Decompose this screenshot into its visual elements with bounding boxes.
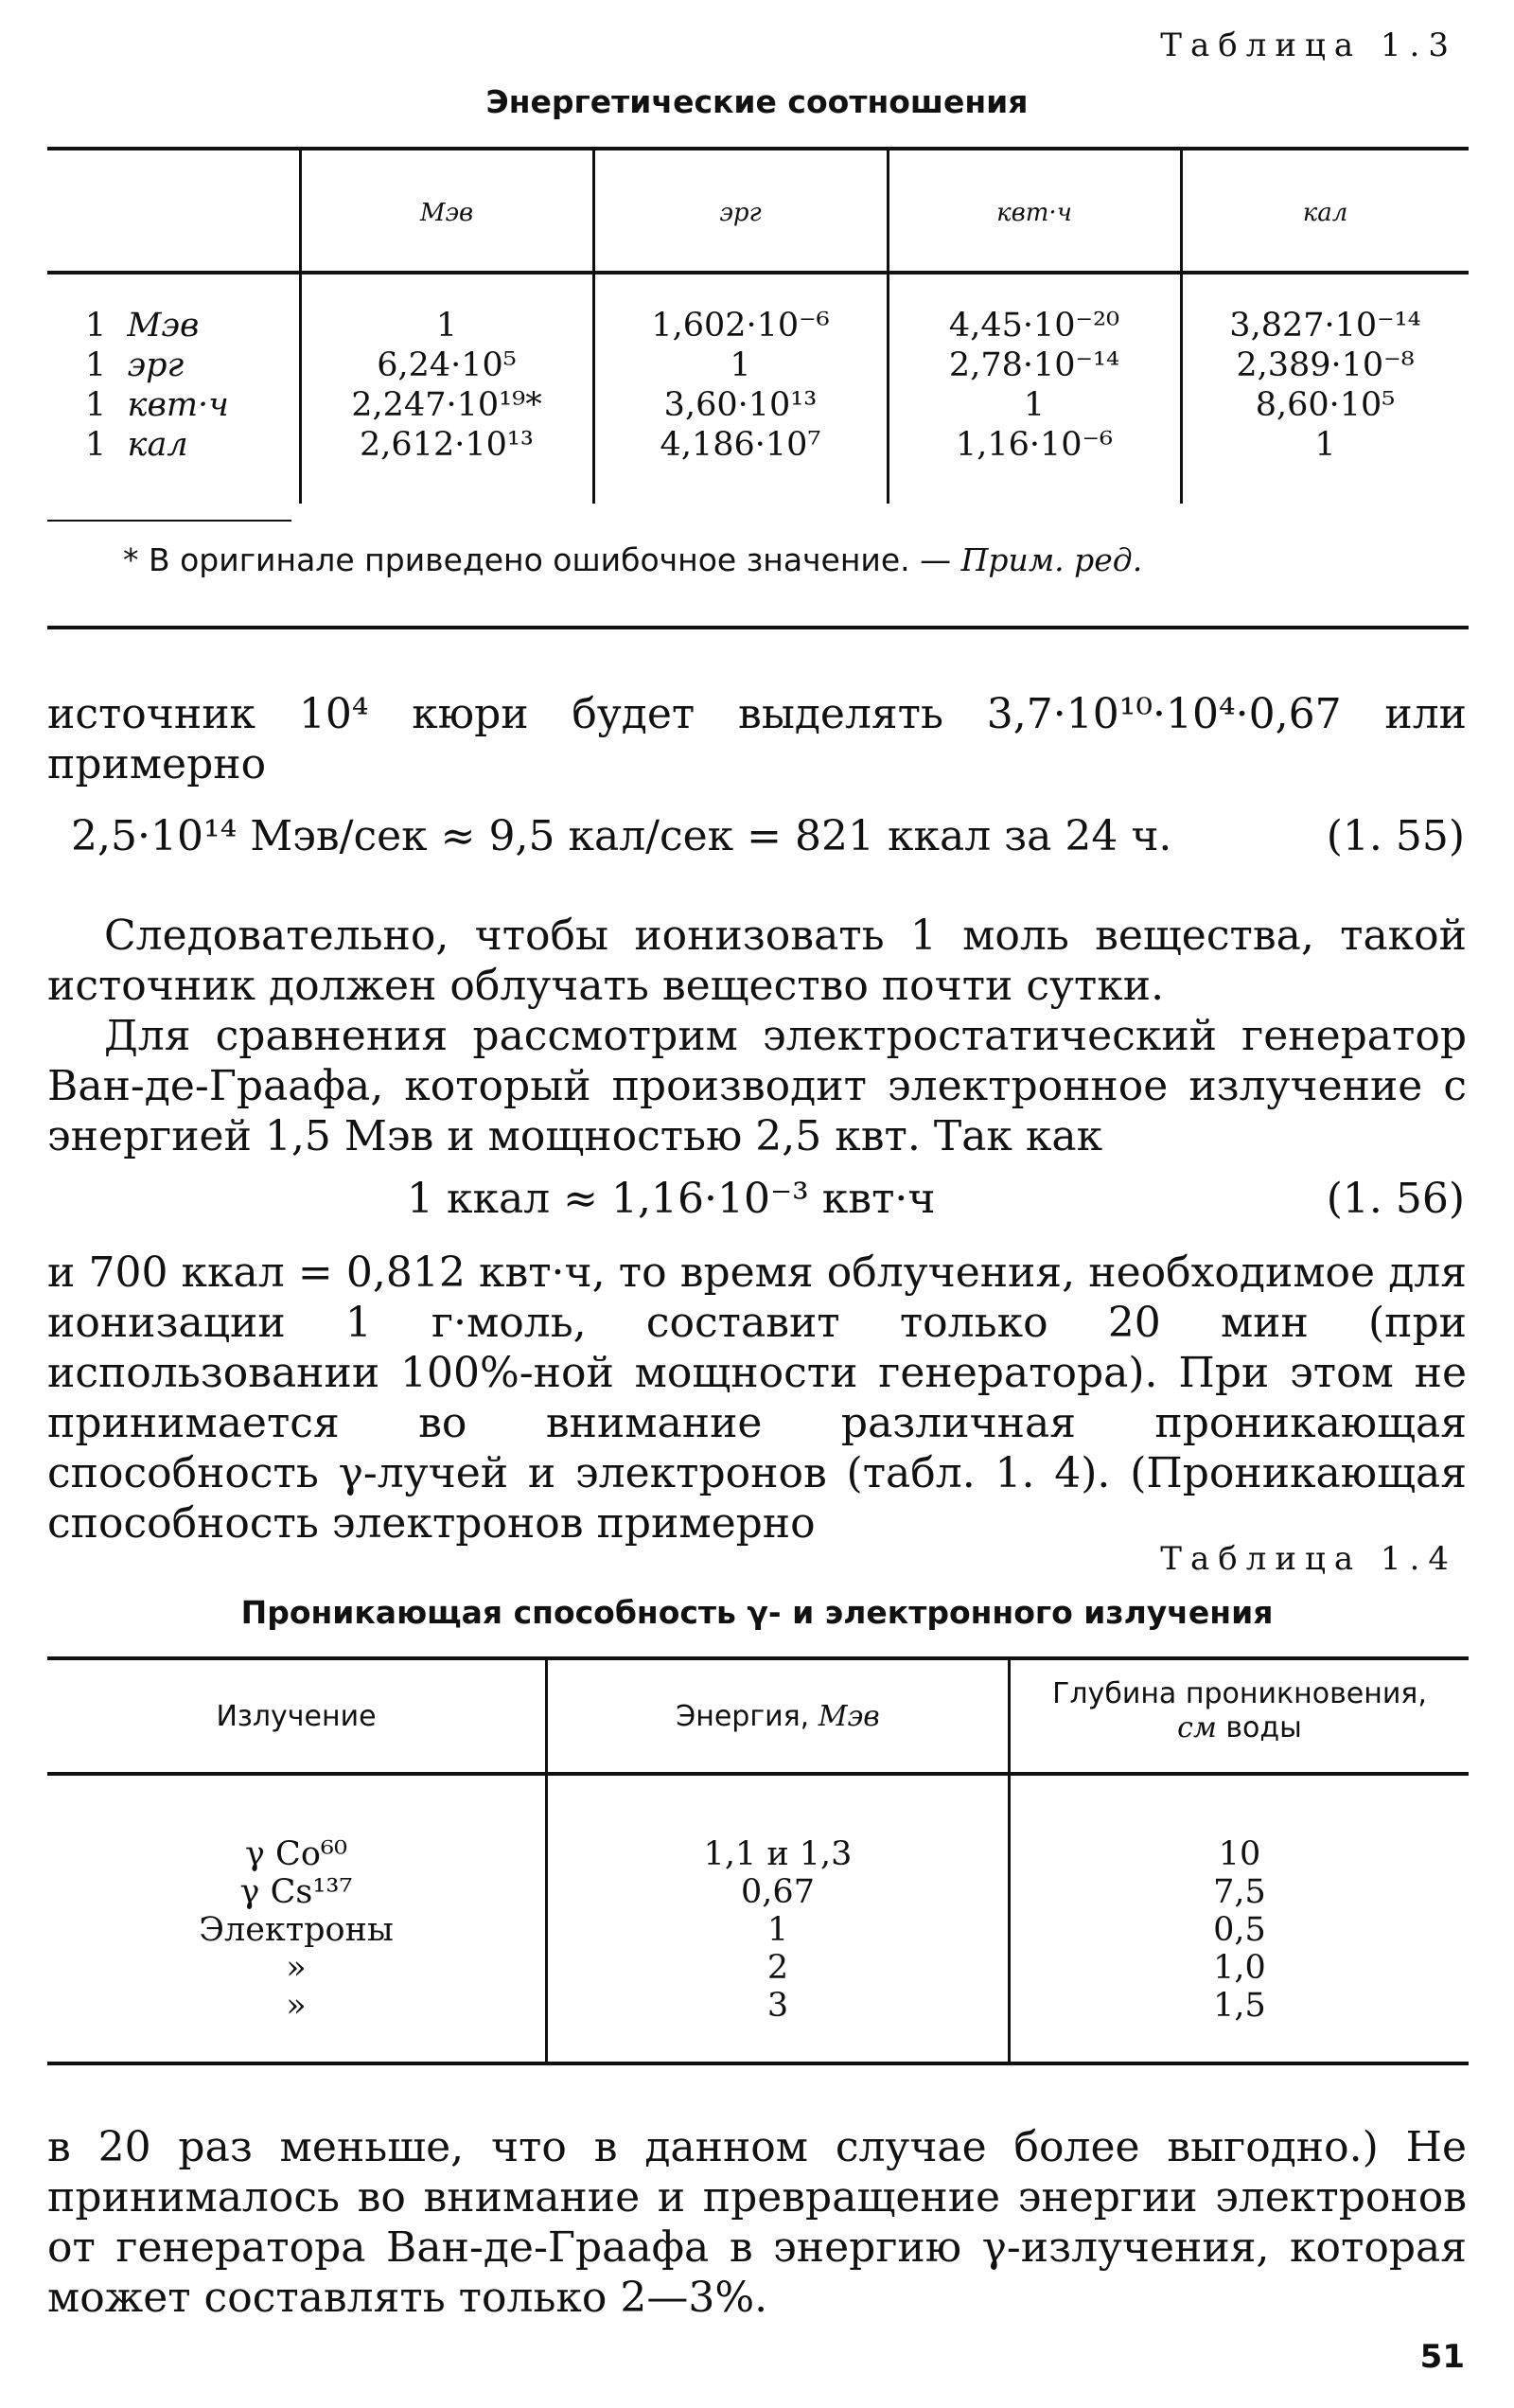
table-1-3-cell: 1: [1023, 386, 1046, 424]
table-1-3-header-cal: кал: [1302, 199, 1348, 227]
table-1-3-top-rule: [47, 147, 1469, 150]
table-1-3-row-label: 1 кал: [85, 426, 188, 464]
equation-number: (1. 55): [1326, 812, 1465, 860]
paragraph: источник 10⁴ кюри будет выделять 3,7·10¹⁰·10⁴·0,67 или примерно: [47, 690, 1467, 788]
table-1-3-cell: 2,247·10¹⁹*: [351, 386, 542, 424]
table-1-4-cell: γ Cs¹³⁷: [239, 1873, 353, 1911]
table-1-3-cell: 2,389·10⁻⁸: [1236, 346, 1415, 384]
table-1-4-cell: 1,5: [1213, 1987, 1266, 2025]
page-number: 51: [1419, 2338, 1465, 2376]
table-1-3-cell: 3,60·10¹³: [663, 386, 818, 424]
table-1-4-top-rule: [47, 1656, 1469, 1660]
table-1-4-cell: »: [286, 1949, 307, 1987]
table-1-3-cell: 1,602·10⁻⁶: [651, 307, 830, 345]
table-1-3-cell: 1: [435, 307, 458, 345]
table-1-3-row-label: 1 квт·ч: [85, 386, 229, 424]
paragraph: Для сравнения рассмотрим электростатический генератор Ван-де-Граафа, который производит электронное излучение с энергией 1,5 Мэв и мощностью 2,5 квт. Так как: [47, 1012, 1467, 1160]
table-1-3-cell: 6,24·10⁵: [377, 346, 517, 384]
table-1-3-header-kwh: квт·ч: [996, 199, 1072, 227]
table-1-3-cell: 1: [730, 346, 751, 384]
footnote-rule: [47, 520, 291, 522]
table-1-3-cell: 8,60·10⁵: [1255, 386, 1396, 424]
table-1-3-cell: 2,78·10⁻¹⁴: [948, 346, 1120, 384]
table-1-4-cell: »: [286, 1987, 307, 2025]
paragraph: в 20 раз меньше, что в данном случае более выгодно.) Не принималось во внимание и превращение энергии электронов от генератора Ван-де-Граафа в энергию γ-излучения, которая может составлять только 2—3%.: [47, 2123, 1467, 2322]
table-1-3-cell: 1: [1314, 426, 1336, 464]
table-1-3-cell: 2,612·10¹³: [360, 426, 534, 464]
table-1-4-title: Проникающая способность γ- и электронного излучения: [240, 1594, 1274, 1631]
table-1-3-cell: 4,45·10⁻²⁰: [948, 307, 1120, 345]
table-1-4-bottom-rule: [47, 2062, 1469, 2065]
table-1-3-header-rule: [47, 271, 1469, 274]
table-1-4-cell: 0,5: [1213, 1911, 1266, 1949]
table-1-3-cell: 3,827·10⁻¹⁴: [1229, 307, 1421, 345]
table-1-3-footnote: * В оригинале приведено ошибочное значение. — Прим. ред.: [123, 541, 1143, 578]
formula-1-56: 1 ккал ≈ 1,16·10⁻³ квт·ч: [407, 1175, 936, 1223]
table-1-3-cell: 1,16·10⁻⁶: [955, 426, 1114, 464]
table-1-4-cell: 1,1 и 1,3: [703, 1835, 853, 1873]
table-1-3-header-mev: Мэв: [419, 199, 474, 227]
table-1-4-header-rule: [47, 1772, 1469, 1776]
table-1-4-cell: 3: [766, 1987, 789, 2025]
paragraph: Следовательно, чтобы ионизовать 1 моль вещества, такой источник должен облучать вещество почти сутки.: [47, 912, 1467, 1010]
table-1-4-cell: Электроны: [199, 1911, 394, 1949]
table-1-3-title: Энергетические соотношения: [485, 83, 1029, 120]
table-1-3-row-label: 1 эрг: [85, 346, 185, 384]
table-1-4-header-radiation: Излучение: [216, 1700, 377, 1733]
table-1-4-header-energy: Энергия, Мэв: [676, 1700, 880, 1733]
table-1-4-cell: 2: [766, 1949, 789, 1987]
formula-1-55: 2,5·10¹⁴ Мэв/сек ≈ 9,5 кал/сек = 821 ккал за 24 ч.: [71, 812, 1172, 860]
table-1-3-row-label: 1 Мэв: [85, 307, 200, 345]
table-1-4-caption: Таблица 1.4: [1160, 1540, 1457, 1578]
table-1-3-bottom-rule: [47, 626, 1469, 629]
table-1-4-cell: 1,0: [1213, 1949, 1266, 1987]
table-1-3-caption: Таблица 1.3: [1160, 27, 1457, 64]
table-1-4-cell: 7,5: [1213, 1873, 1266, 1911]
paragraph: и 700 ккал = 0,812 квт·ч, то время облучения, необходимое для ионизации 1 г·моль, составит только 20 мин (при использовании 100%-ной мощности генератора). При этом не принимается во внимание различная проникающая способность γ-лучей и электронов (табл. 1. 4). (Проникающая способность электронов примерно: [47, 1248, 1467, 1548]
table-1-4-cell: γ Co⁶⁰: [245, 1835, 347, 1873]
table-1-4-cell: 1: [766, 1911, 789, 1949]
table-1-4-header-depth: Глубина проникновения, см воды: [1052, 1677, 1427, 1744]
table-1-3-header-erg: эрг: [719, 199, 762, 227]
table-1-3-cell: 4,186·10⁷: [660, 426, 821, 464]
equation-number: (1. 56): [1326, 1175, 1465, 1223]
table-1-4-cell: 0,67: [741, 1873, 815, 1911]
table-1-4-cell: 10: [1218, 1835, 1261, 1873]
